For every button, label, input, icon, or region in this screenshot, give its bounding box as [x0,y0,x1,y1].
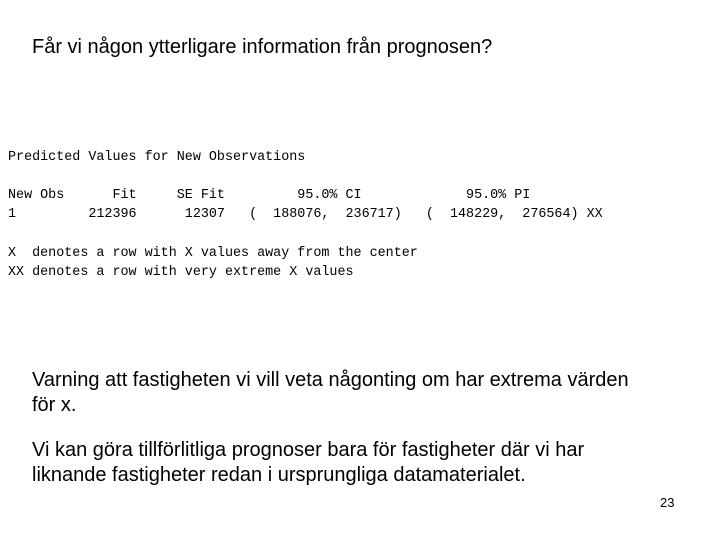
output-legend [8,244,418,282]
reliability-paragraph: Vi kan göra tillförlitliga prognoser bara för fastigheter där vi har liknande fastigheter redan i ursprungliga datamaterialet. [32,439,585,486]
table-row: 1 212396 12307 ( 188076, 236717) ( 148229, 276564) XX [8,207,603,222]
table-header-row: New Obs Fit SE Fit 95.0% CI 95.0% PI [8,188,531,203]
output-heading: Predicted Values for New Observations [8,150,306,165]
legend-line: XX denotes a row with very extreme X values [8,265,354,280]
page-number: 23 [660,495,675,510]
slide-title: Får vi någon ytterligare information från prognosen? [32,36,493,58]
prediction-table [8,186,603,224]
legend-line: X denotes a row with X values away from the center [8,246,418,261]
warning-paragraph: Varning att fastigheten vi vill veta någonting om har extrema värden för x. [32,369,629,416]
